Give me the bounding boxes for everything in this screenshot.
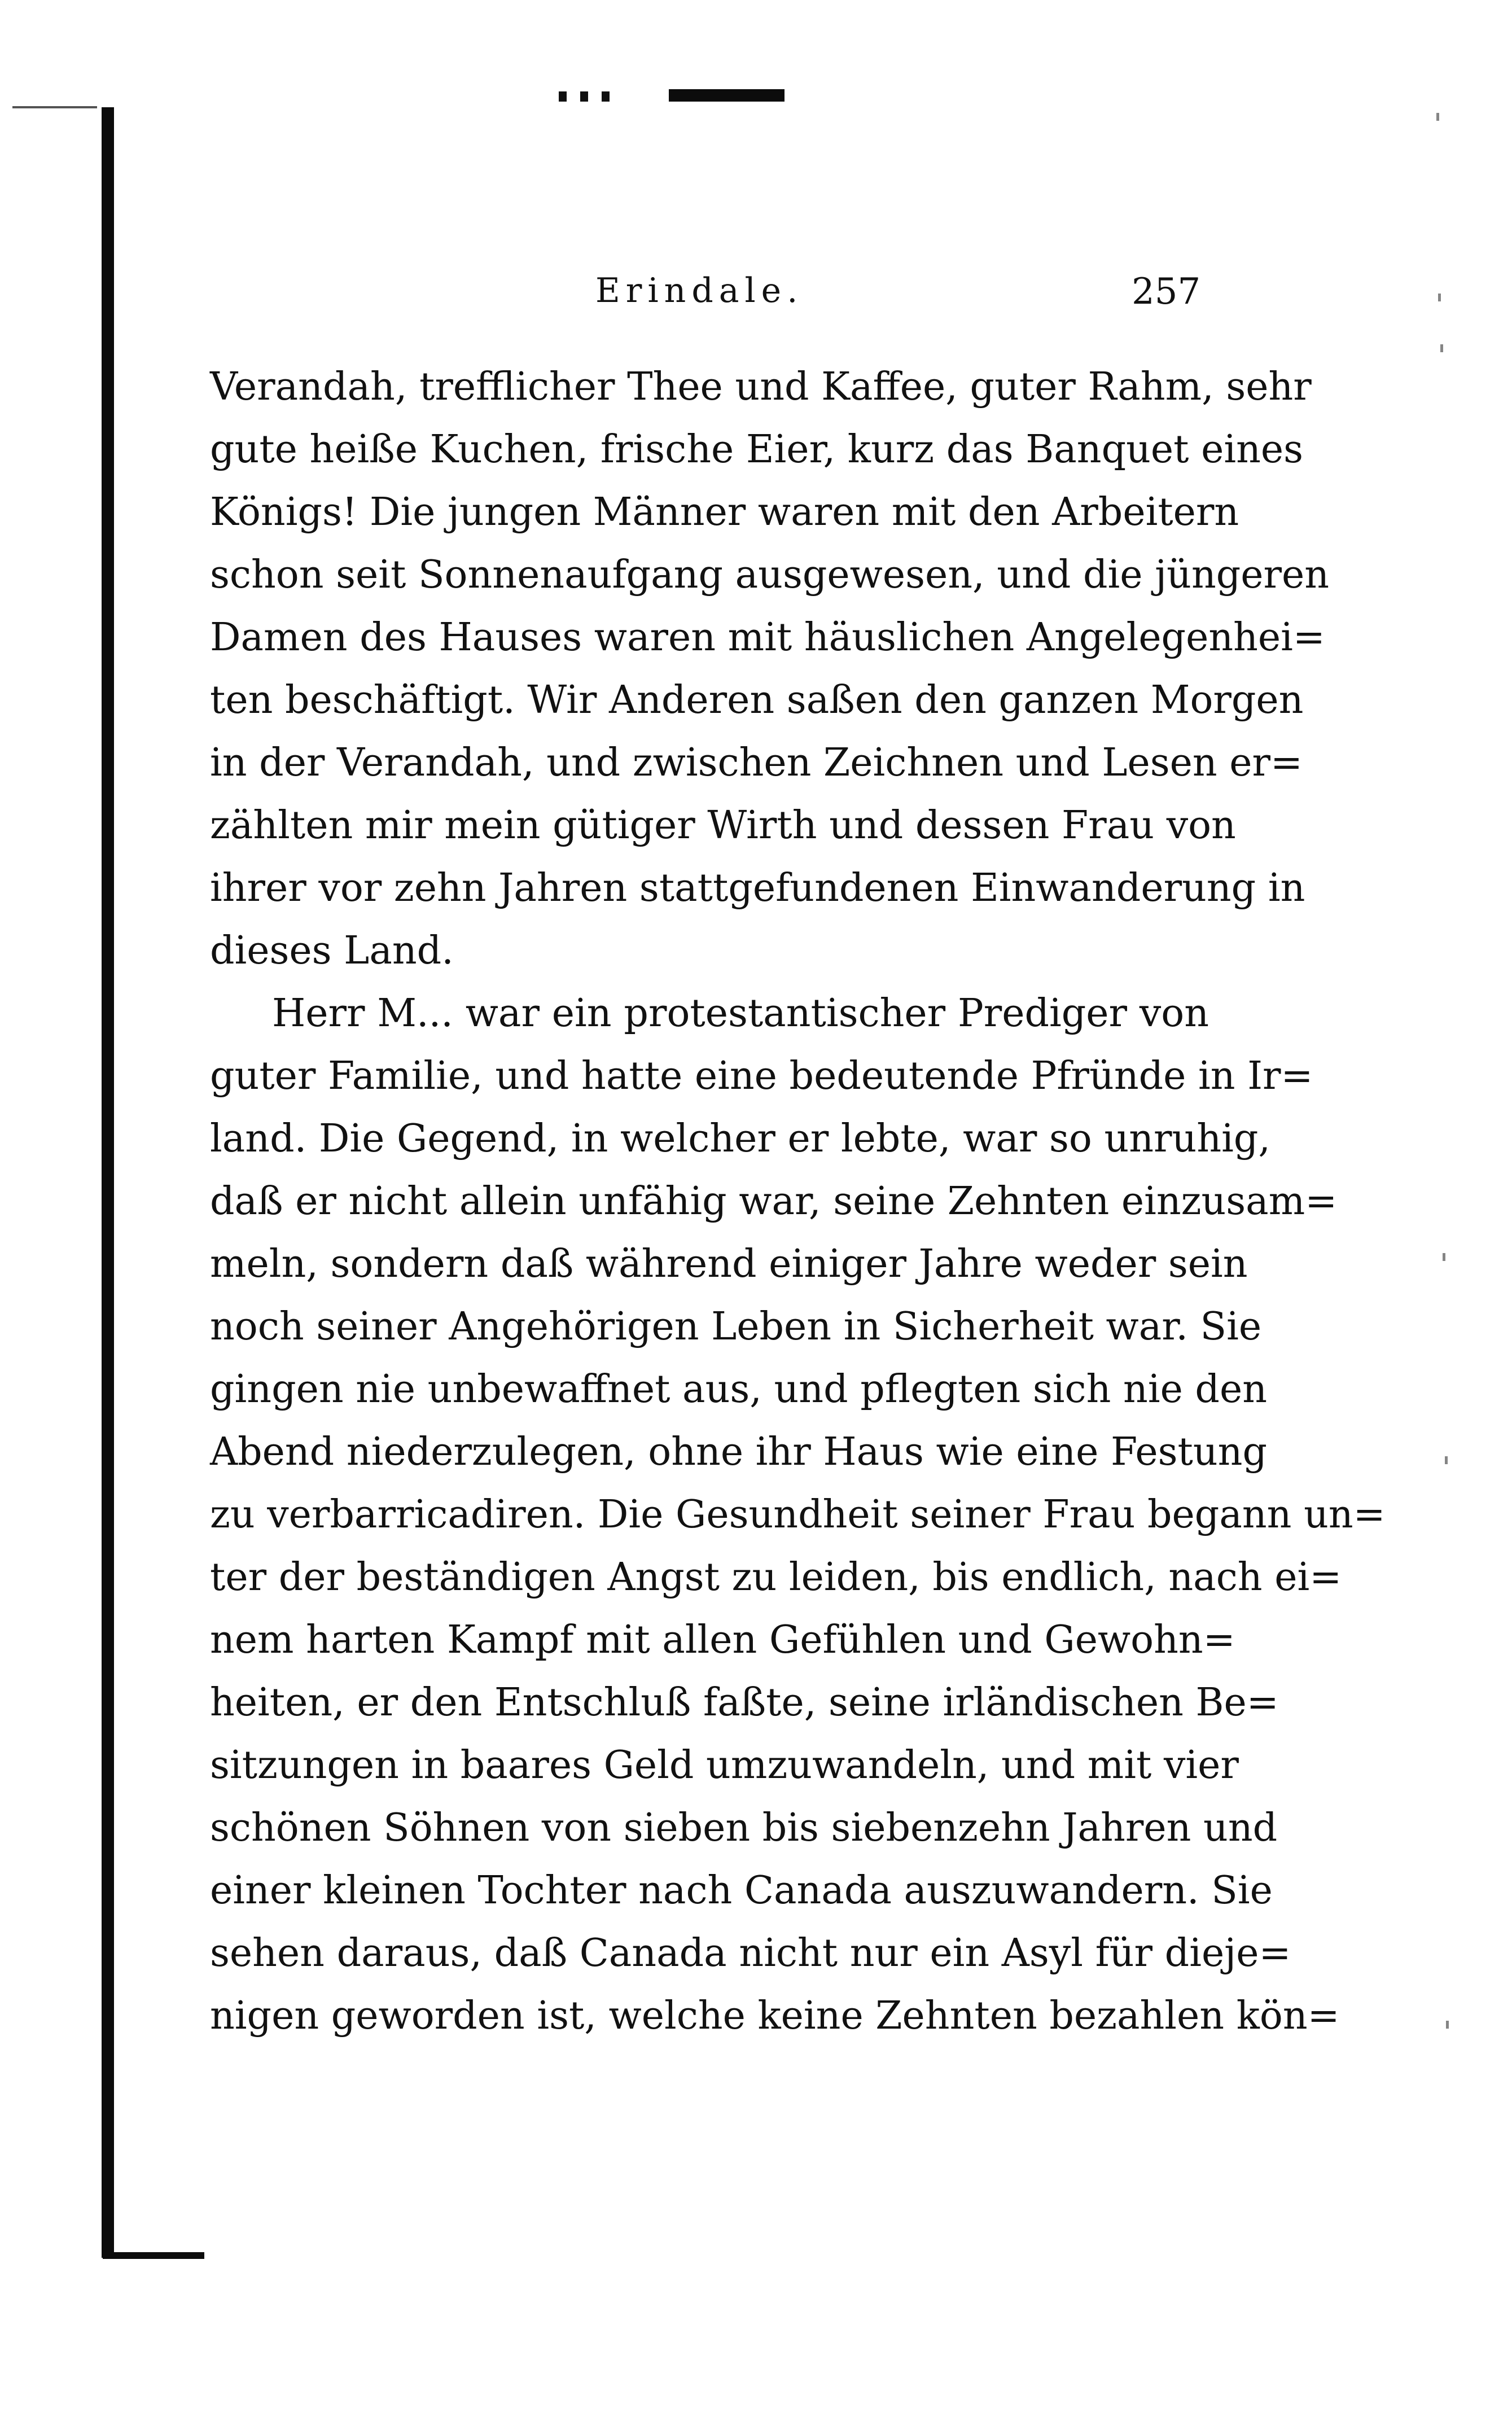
scan-dot bbox=[580, 91, 588, 102]
text-line: Königs! Die jungen Männer waren mit den Arbeitern bbox=[210, 490, 1239, 535]
text-line: zählten mir mein gütiger Wirth und dessen Frau von bbox=[210, 803, 1236, 848]
text-line: noch seiner Angehörigen Leben in Sicherheit war. Sie bbox=[210, 1304, 1262, 1349]
text-line: ter der beständigen Angst zu leiden, bis endlich, nach ei= bbox=[210, 1555, 1342, 1600]
scan-speck bbox=[1440, 344, 1443, 352]
scan-top-bar bbox=[669, 89, 785, 102]
text-line: ihrer vor zehn Jahren stattgefundenen Einwanderung in bbox=[210, 866, 1305, 910]
page-spine-head bbox=[12, 106, 97, 108]
text-line: gute heiße Kuchen, frische Eier, kurz das Banquet eines bbox=[210, 427, 1304, 472]
page-spine-foot bbox=[103, 2252, 204, 2259]
page-number: 257 bbox=[1132, 271, 1201, 313]
text-line: zu verbarricadiren. Die Gesundheit seiner Frau begann un= bbox=[210, 1492, 1386, 1537]
text-line: einer kleinen Tochter nach Canada auszuwandern. Sie bbox=[210, 1868, 1273, 1913]
paragraph-start-line: Herr M... war ein protestantischer Prediger von bbox=[272, 991, 1209, 1036]
text-block bbox=[210, 356, 1386, 2047]
text-line: nem harten Kampf mit allen Gefühlen und Gewohn= bbox=[210, 1618, 1235, 1662]
text-line: in der Verandah, und zwischen Zeichnen und Lesen er= bbox=[210, 741, 1303, 785]
scan-speck bbox=[1445, 1456, 1448, 1464]
text-line: meln, sondern daß während einiger Jahre weder sein bbox=[210, 1242, 1248, 1286]
text-line: land. Die Gegend, in welcher er lebte, war so unruhig, bbox=[210, 1116, 1271, 1161]
scan-dot bbox=[559, 91, 567, 102]
running-head bbox=[0, 271, 1512, 327]
text-line: sitzungen in baares Geld umzuwandeln, und mit vier bbox=[210, 1743, 1239, 1788]
page-title: Erindale. bbox=[595, 271, 804, 310]
text-line: guter Familie, und hatte eine bedeutende Pfründe in Ir= bbox=[210, 1054, 1313, 1098]
text-line: sehen daraus, daß Canada nicht nur ein Asyl für dieje= bbox=[210, 1931, 1291, 1976]
text-line: dieses Land. bbox=[210, 929, 454, 973]
text-line: Damen des Hauses waren mit häuslichen Angelegenhei= bbox=[210, 615, 1325, 660]
scan-dot bbox=[602, 91, 610, 102]
text-line: ten beschäftigt. Wir Anderen saßen den ganzen Morgen bbox=[210, 678, 1304, 722]
text-line: nigen geworden ist, welche keine Zehnten bezahlen kön= bbox=[210, 1994, 1340, 2038]
scan-speck bbox=[1436, 113, 1439, 121]
text-line: schon seit Sonnenaufgang ausgewesen, und die jüngeren bbox=[210, 553, 1330, 597]
page-spine-line bbox=[102, 107, 114, 2258]
scan-speck bbox=[1443, 1253, 1445, 1261]
text-line: gingen nie unbewaffnet aus, und pflegten sich nie den bbox=[210, 1367, 1267, 1412]
text-line: Abend niederzulegen, ohne ihr Haus wie eine Festung bbox=[210, 1430, 1267, 1474]
text-line: Verandah, trefflicher Thee und Kaffee, guter Rahm, sehr bbox=[210, 365, 1312, 409]
text-line: schönen Söhnen von sieben bis siebenzehn Jahren und bbox=[210, 1806, 1278, 1850]
text-line: daß er nicht allein unfähig war, seine Zehnten einzusam= bbox=[210, 1179, 1338, 1224]
text-line: heiten, er den Entschluß faßte, seine irländischen Be= bbox=[210, 1680, 1279, 1725]
scan-speck bbox=[1446, 2021, 1449, 2029]
